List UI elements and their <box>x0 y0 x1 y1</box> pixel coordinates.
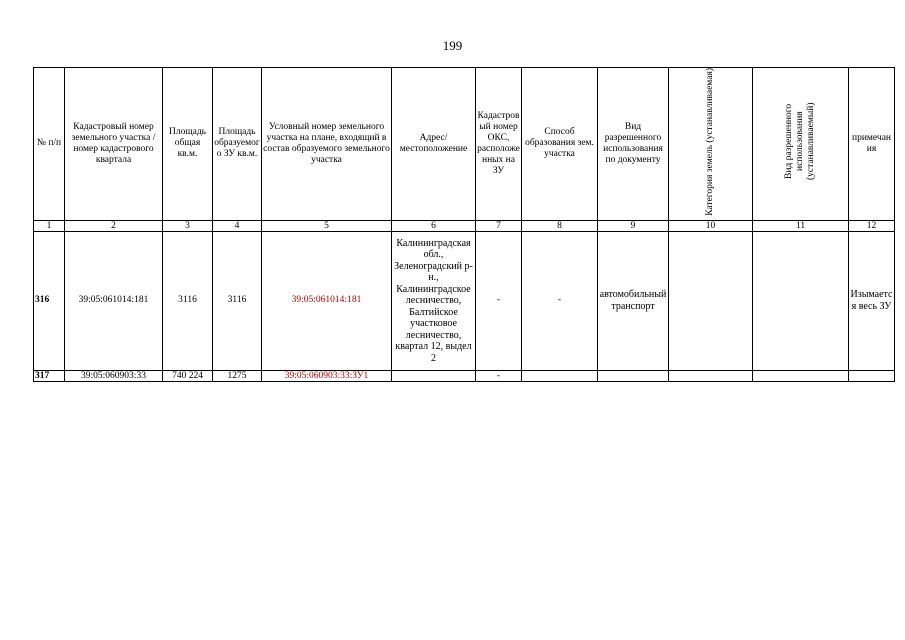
header-category-text: Категория земель (устанавливаемая) <box>705 68 715 216</box>
header-area-new: Площадь образуемого ЗУ кв.м. <box>213 68 262 221</box>
page-number: 199 <box>442 38 463 53</box>
header-row <box>34 68 895 221</box>
table-row <box>34 370 895 381</box>
col-number: 7 <box>476 220 522 231</box>
col-number: 6 <box>392 220 476 231</box>
row-oks: - <box>476 231 522 370</box>
row-category <box>669 231 753 370</box>
header-category <box>669 68 753 221</box>
header-oks: Кадастровый номер ОКС, расположенных на ЗУ <box>476 68 522 221</box>
header-note: примечания <box>849 68 895 221</box>
row-area-total: 3116 <box>163 231 213 370</box>
row-cadastral: 39:05:061014:181 <box>65 231 163 370</box>
col-number: 10 <box>669 220 753 231</box>
row-use-doc: автомобильный транспорт <box>598 231 669 370</box>
row-method <box>522 370 598 381</box>
header-area-total: Площадь общая кв.м. <box>163 68 213 221</box>
row-address <box>392 370 476 381</box>
column-numbers-row <box>34 220 895 231</box>
col-number: 2 <box>65 220 163 231</box>
header-cadastral: Кадастровый номер земельного участка /номер кадастрового квартала <box>65 68 163 221</box>
row-num: 316 <box>34 231 65 370</box>
row-area-new: 1275 <box>213 370 262 381</box>
header-num: № п/п <box>34 68 65 221</box>
row-oks: - <box>476 370 522 381</box>
col-number: 8 <box>522 220 598 231</box>
row-cadastral: 39:05:060903:33 <box>65 370 163 381</box>
col-number: 3 <box>163 220 213 231</box>
col-number: 9 <box>598 220 669 231</box>
row-category <box>669 370 753 381</box>
col-number: 4 <box>213 220 262 231</box>
header-use-doc: Вид разрешенного использования по документу <box>598 68 669 221</box>
row-note: Изымается весь ЗУ <box>849 231 895 370</box>
col-number: 1 <box>34 220 65 231</box>
row-use-doc <box>598 370 669 381</box>
row-area-new: 3116 <box>213 231 262 370</box>
row-use-new <box>753 231 849 370</box>
header-use-new <box>753 68 849 221</box>
row-num: 317 <box>34 370 65 381</box>
col-number: 12 <box>849 220 895 231</box>
row-address: Калининградская обл., Зеленоградский р-н., Калининградское лесничество, Балтийское участковое лесничество, квартал 12, выдел 2 <box>392 231 476 370</box>
row-area-total: 740 224 <box>163 370 213 381</box>
row-cond-num: 39:05:061014:181 <box>262 231 392 370</box>
row-use-new <box>753 370 849 381</box>
header-address: Адрес/ местоположение <box>392 68 476 221</box>
row-cond-num: 39:05:060903:33:ЗУ1 <box>262 370 392 381</box>
col-number: 5 <box>262 220 392 231</box>
header-use-new-text: Вид разрешенного использования (устанавливаемый) <box>784 103 816 181</box>
header-method: Способ образования зем. участка <box>522 68 598 221</box>
land-plots-table <box>33 67 895 382</box>
header-cond-num: Условный номер земельного участка на плане, входящий в состав образуемого земельного участка <box>262 68 392 221</box>
row-note <box>849 370 895 381</box>
table-row <box>34 231 895 370</box>
row-method: - <box>522 231 598 370</box>
col-number: 11 <box>753 220 849 231</box>
